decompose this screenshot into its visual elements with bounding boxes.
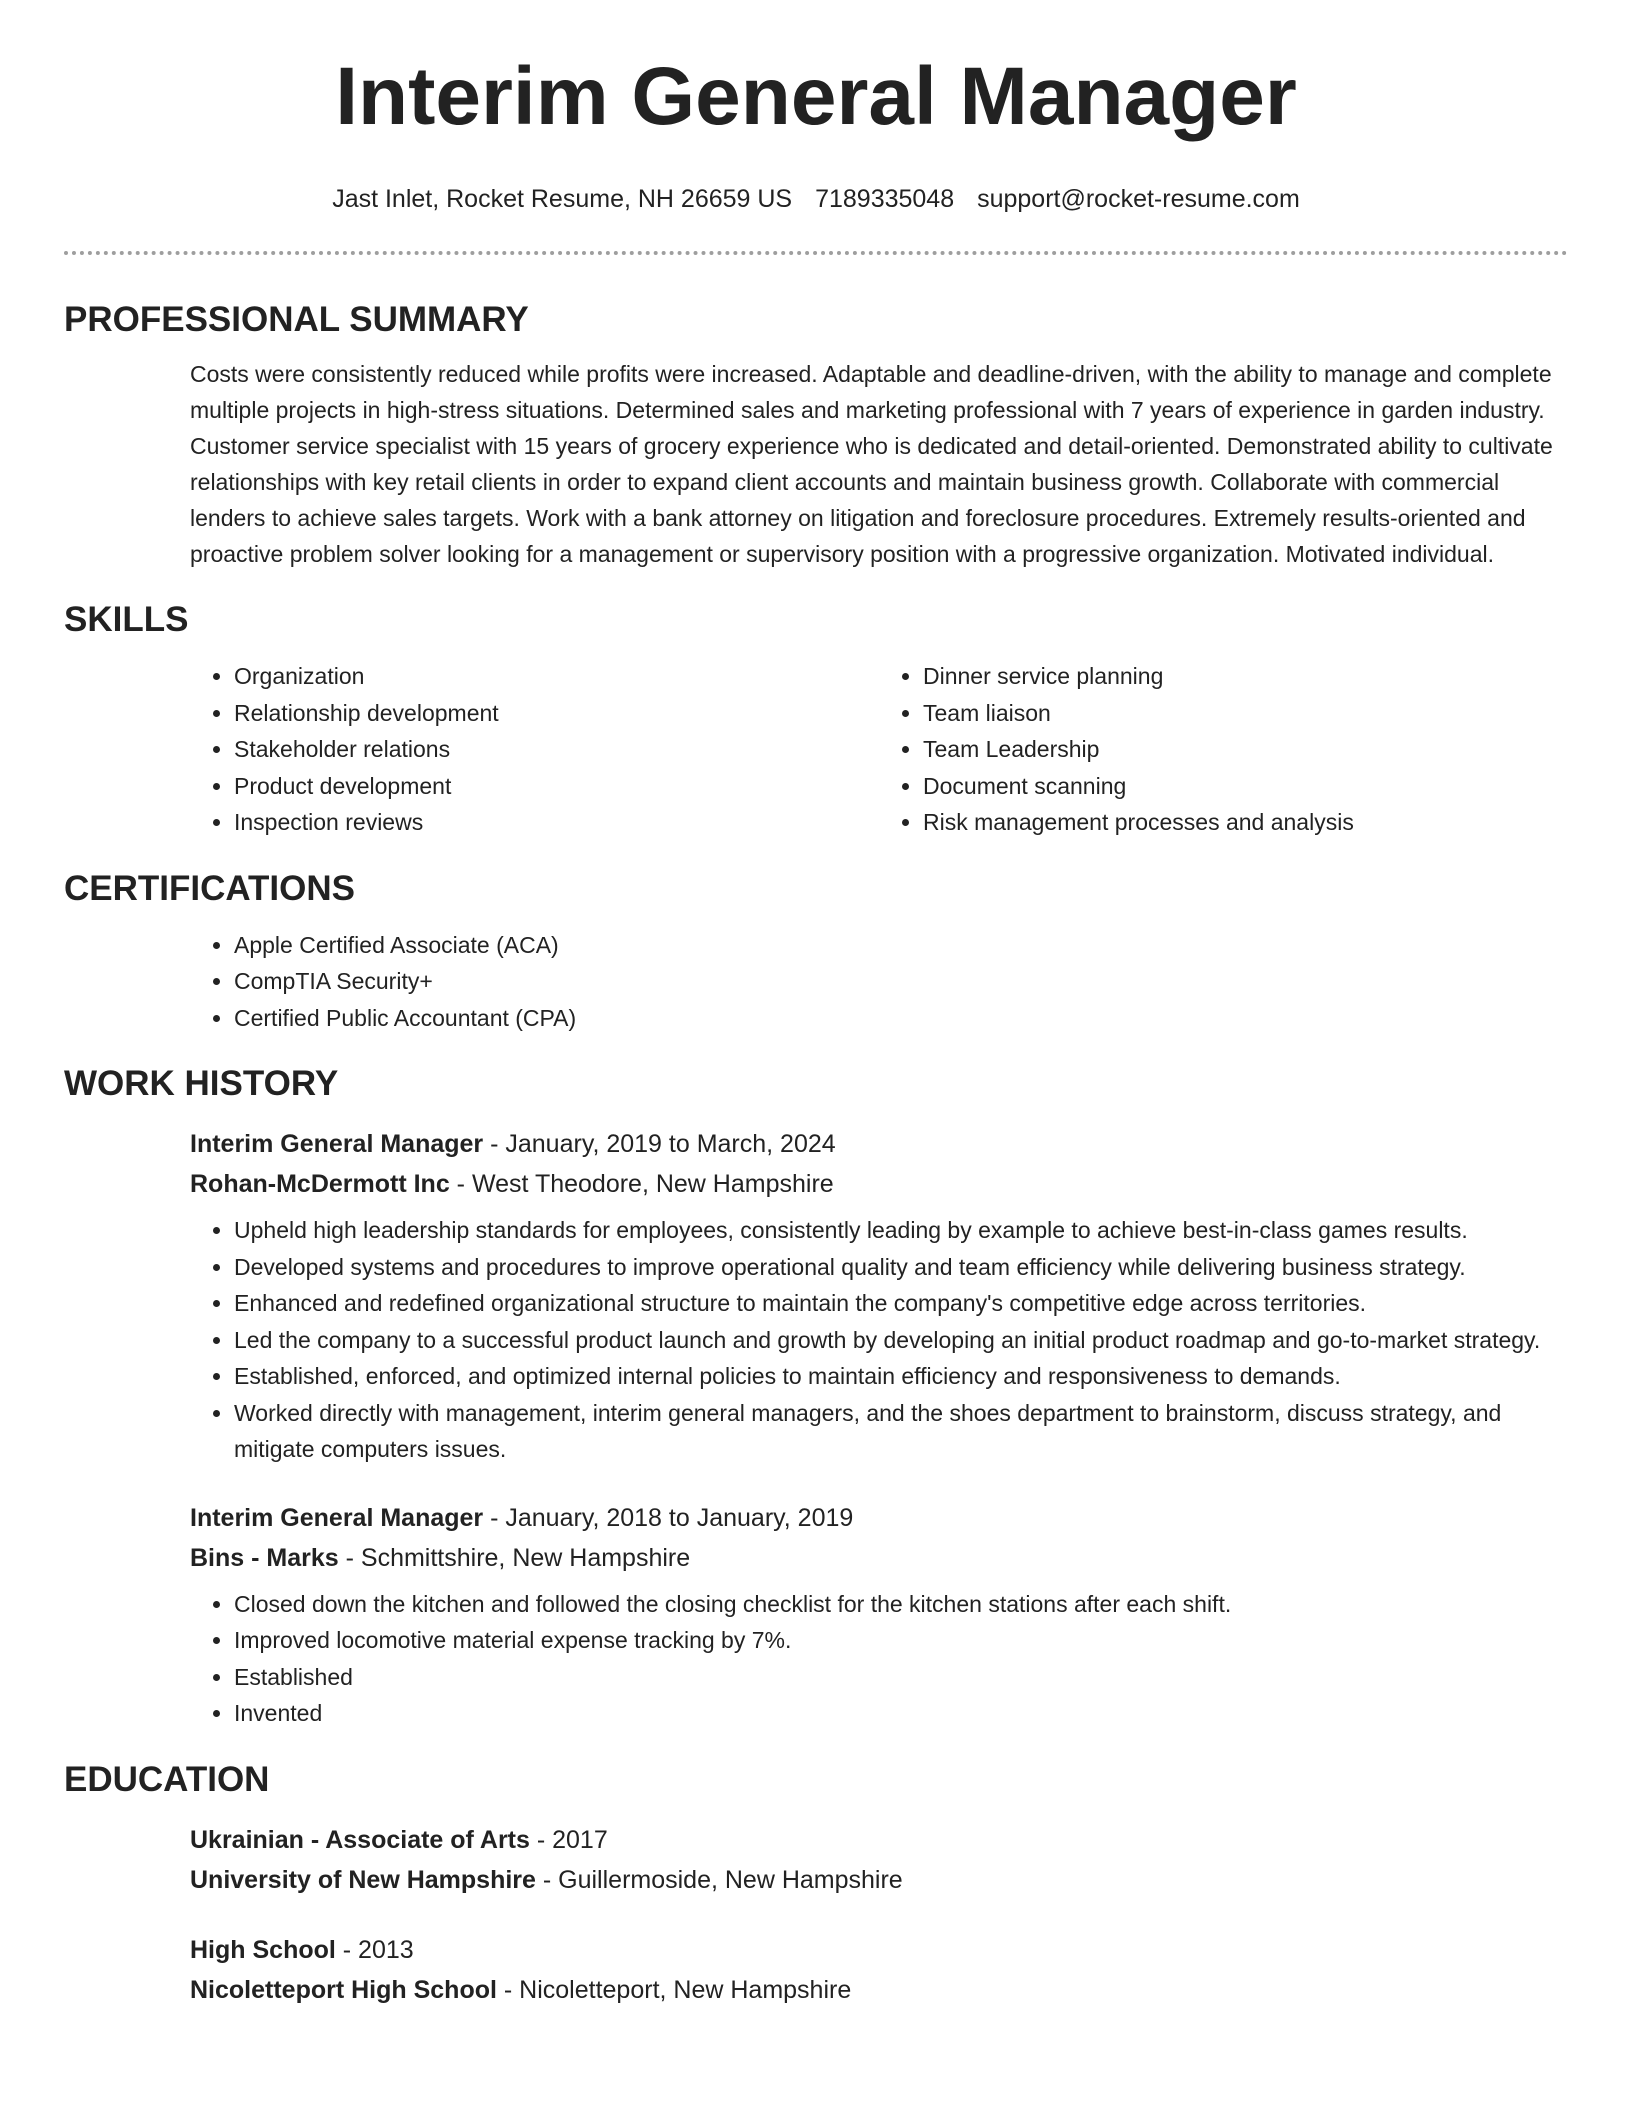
job-bullet: • Worked directly with management, interim general managers, and the shoes department to brainstorm, discuss strategy, and mitigate computers issues. [234,1395,1568,1468]
certification-item: • Apple Certified Associate (ACA) [234,927,1568,964]
job-bullets [190,1586,1568,1732]
job-bullets [190,1212,1568,1468]
section-spacer [64,1732,1568,1754]
job-title-line [190,1498,1568,1538]
job-entry [190,1124,1568,1468]
skills-list-left [190,658,879,841]
job-bullet: • Led the company to a successful product launch and growth by developing an initial product roadmap and go-to-market strategy. [234,1322,1568,1359]
education-school-line [190,1970,1568,2010]
job-role: Interim General Manager [190,1503,484,1532]
job-bullet: • Improved locomotive material expense tracking by 7%. [234,1622,1568,1659]
skill-item: • Product development [234,768,879,805]
certifications-list [190,927,1568,1037]
education-degree: High School [190,1935,336,1964]
education-year: - 2017 [529,1825,608,1854]
job-bullet: • Invented [234,1695,1568,1732]
section-title-education: EDUCATION [64,1759,270,1799]
education-school: Nicoletteport High School [190,1975,497,2004]
education-degree-line [190,1820,1568,1860]
section-title-work-history: WORK HISTORY [64,1064,339,1103]
job-dates: - January, 2019 to March, 2024 [483,1130,836,1158]
skills-grid [190,658,1568,841]
job-bullet: • Established, enforced, and optimized internal policies to maintain efficiency and responsiveness to demands. [234,1358,1568,1395]
education-entry [190,1820,1568,1900]
skill-item: • Team liaison [923,695,1568,732]
job-location: - West Theodore, New Hampshire [449,1170,834,1198]
job-dates: - January, 2018 to January, 2019 [483,1503,854,1532]
skill-item: • Organization [234,658,879,695]
certification-item: • CompTIA Security+ [234,963,1568,1000]
skill-item: • Document scanning [923,768,1568,805]
phone: 7189335048 [815,185,955,213]
skill-item: • Risk management processes and analysis [923,804,1568,841]
skill-item: • Stakeholder relations [234,731,879,768]
education-location: - Nicoletteport, New Hampshire [496,1975,852,2004]
skill-item: • Dinner service planning [923,658,1568,695]
job-title-line [190,1124,1568,1164]
section-title-skills: SKILLS [64,600,189,639]
certifications-bullets [190,927,1568,1037]
job-bullet: • Closed down the kitchen and followed the closing checklist for the kitchen stations after each shift. [234,1586,1568,1623]
header-divider [64,251,1568,255]
education-year: - 2013 [335,1935,414,1964]
skill-item: • Inspection reviews [234,804,879,841]
job-company: Rohan-McDermott Inc [190,1170,450,1198]
job-company-line [190,1538,1568,1578]
summary-text: Costs were consistently reduced while profits were increased. Adaptable and deadline-driven, with the ability to manage and complete multiple projects in high-stress situations. Determined sales and marketing professional with 7 years of experience in garden industry. Customer service specialist with 15 years of grocery experience who is dedicated and detail-oriented. Demonstrated ability to cultivate relationships with key retail clients in order to expand client accounts and maintain business growth. Collaborate with commercial lenders to achieve sales targets. Work with a bank attorney on litigation and foreclosure procedures. Extremely results-oriented and proactive problem solver looking for a management or supervisory position with a progressive organization. Motivated individual. [190,361,1553,567]
job-company-line [190,1164,1568,1204]
education-school-line [190,1860,1568,1900]
section-title-certifications: CERTIFICATIONS [64,868,356,908]
job-company: Bins - Marks [190,1543,339,1572]
education-school: University of New Hampshire [190,1865,536,1894]
job-bullet: • Developed systems and procedures to improve operational quality and team efficiency while delivering business strategy. [234,1249,1568,1286]
candidate-name: Interim General Manager [335,51,1297,142]
address: Jast Inlet, Rocket Resume, NH 26659 US [332,185,793,213]
job-location: - Schmittshire, New Hampshire [338,1543,691,1572]
skill-item: • Team Leadership [923,731,1568,768]
job-entry [190,1498,1568,1732]
job-role: Interim General Manager [190,1130,484,1158]
education-entry [190,1930,1568,2010]
resume-content [64,294,1568,2010]
skills-list-right [879,658,1568,841]
education-location: - Guillermoside, New Hampshire [535,1865,903,1894]
job-bullet: • Upheld high leadership standards for employees, consistently leading by example to achieve best-in-class games results. [234,1212,1568,1249]
certification-item: • Certified Public Accountant (CPA) [234,1000,1568,1037]
section-title-summary: PROFESSIONAL SUMMARY [64,300,529,339]
education-degree-line [190,1930,1568,1970]
skill-item: • Relationship development [234,695,879,732]
contact-line [0,182,1632,216]
job-bullet: • Enhanced and redefined organizational structure to maintain the company's competitive edge across territories. [234,1285,1568,1322]
email: support@rocket-resume.com [977,185,1300,213]
education-degree: Ukrainian - Associate of Arts [190,1825,530,1854]
job-bullet: • Established [234,1659,1568,1696]
